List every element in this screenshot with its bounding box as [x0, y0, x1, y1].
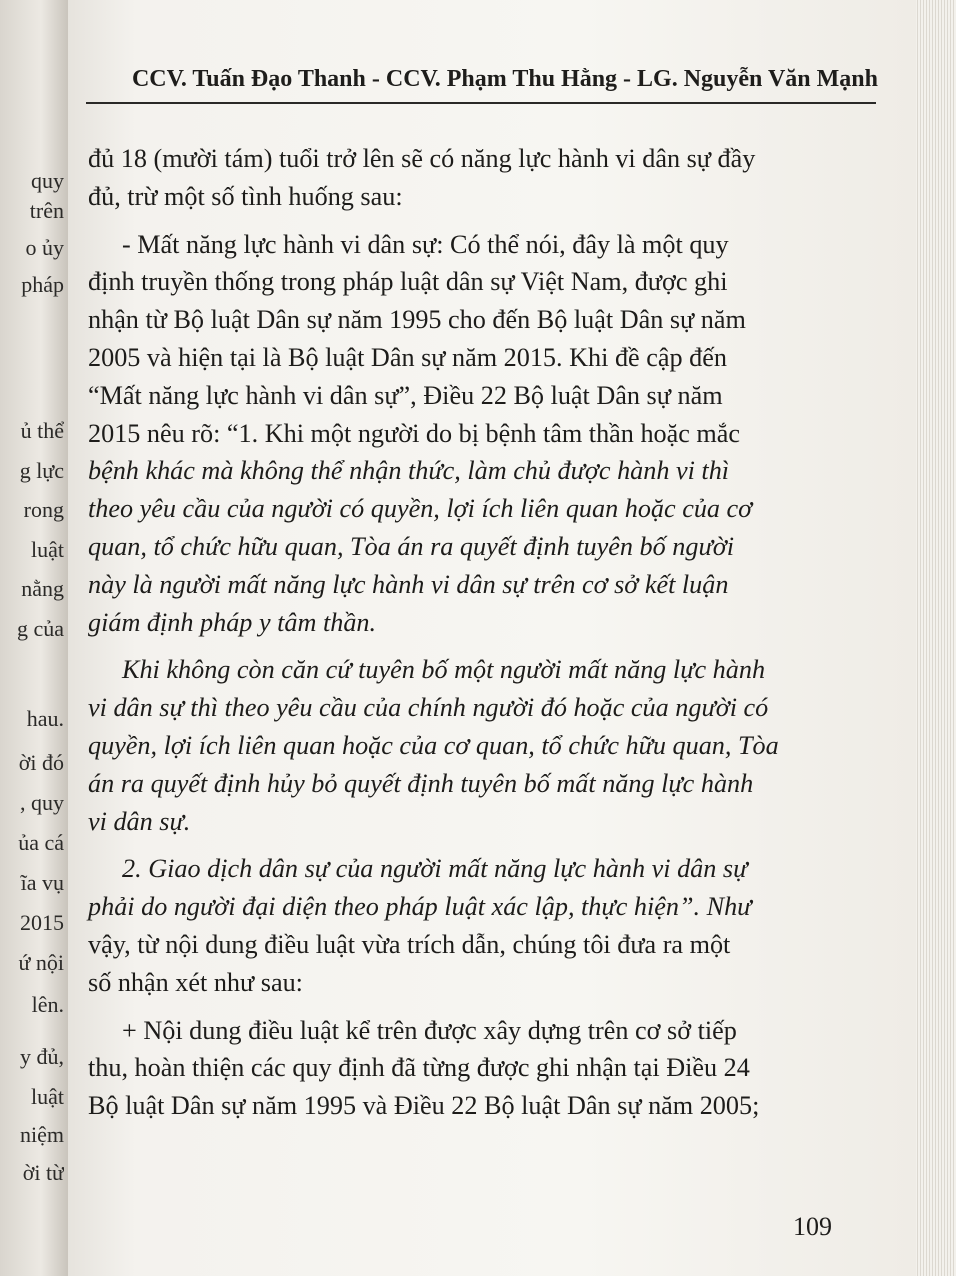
text-line: án ra quyết định hủy bỏ quyết định tuyên bố mất năng lực hành [88, 768, 754, 798]
text-line: vi dân sự. [88, 806, 191, 836]
body-text [88, 140, 808, 1125]
text-line: phải do người đại diện theo pháp luật xác lập, thực hiện”. Như [88, 892, 752, 922]
text-line: quan, tổ chức hữu quan, Tòa án ra quyết định tuyên bố người [88, 531, 734, 561]
left-fragment: rong [23, 497, 64, 522]
previous-page-edge [0, 0, 70, 1276]
left-fragment: quy [31, 168, 64, 193]
left-fragment: luật [31, 1084, 64, 1109]
text-line: này là người mất năng lực hành vi dân sự trên cơ sở kết luận [88, 569, 729, 599]
text-line: Bộ luật Dân sự năm 1995 và Điều 22 Bộ luật Dân sự năm 2005; [88, 1091, 760, 1121]
text-line: - Mất năng lực hành vi dân sự: Có thể nói, đây là một quy [122, 229, 729, 259]
left-fragment: trên [29, 198, 64, 223]
left-fragment: o ủy [25, 235, 64, 260]
text-line: giám định pháp y tâm thần. [88, 607, 377, 637]
left-fragment: , quy [20, 790, 64, 815]
left-fragment: ời đó [18, 750, 64, 775]
left-fragment: ứ nội [18, 950, 64, 975]
left-fragment: g lực [19, 458, 64, 483]
running-head: CCV. Tuấn Đạo Thanh - CCV. Phạm Thu Hằng - LG. Nguyễn Văn Mạnh [131, 66, 878, 92]
text-line: quyền, lợi ích liên quan hoặc của cơ quan, tổ chức hữu quan, Tòa [88, 730, 779, 760]
text-line: 2005 và hiện tại là Bộ luật Dân sự năm 2015. Khi đề cập đến [88, 342, 727, 372]
text-line: định truyền thống trong pháp luật dân sự Việt Nam, được ghi [88, 267, 728, 297]
left-fragment: ời từ [22, 1160, 64, 1185]
text-line: đủ 18 (mười tám) tuổi trở lên sẽ có năng lực hành vi dân sự đầy [88, 144, 756, 173]
text-line: vi dân sự thì theo yêu cầu của chính người đó hoặc của người có [88, 693, 769, 723]
text-line: nhận từ Bộ luật Dân sự năm 1995 cho đến Bộ luật Dân sự năm [88, 305, 746, 335]
text-line: số nhận xét như sau: [88, 967, 303, 997]
text-line: 2015 nêu rõ: “1. Khi một người do bị bệnh tâm thần hoặc mắc [88, 418, 741, 448]
text-line: 2. Giao dịch dân sự của người mất năng lực hành vi dân sự [122, 854, 748, 884]
left-fragment: lên. [31, 992, 64, 1017]
left-fragment: ủa cá [18, 830, 64, 855]
left-fragment: 2015 [20, 910, 64, 935]
left-fragment: pháp [21, 272, 64, 297]
left-fragment: y đủ, [20, 1044, 64, 1069]
left-fragment: ĩa vụ [20, 870, 64, 895]
page-number: 109 [793, 1212, 832, 1241]
text-line: + Nội dung điều luật kể trên được xây dựng trên cơ sở tiếp [122, 1015, 737, 1045]
left-fragment: ủ thể [20, 418, 64, 443]
left-fragment: luật [31, 537, 64, 562]
header-rule [86, 102, 876, 104]
book-page [68, 0, 916, 1276]
text-line: vậy, từ nội dung điều luật vừa trích dẫn, chúng tôi đưa ra một [88, 929, 731, 959]
left-fragment: hau. [26, 706, 64, 731]
left-fragment: niệm [20, 1122, 64, 1147]
text-line: theo yêu cầu của người có quyền, lợi ích liên quan hoặc của cơ [88, 494, 753, 524]
left-fragment: nằng [21, 576, 64, 601]
text-line: thu, hoàn thiện các quy định đã từng được ghi nhận tại Điều 24 [88, 1053, 750, 1083]
text-line: “Mất năng lực hành vi dân sự”, Điều 22 Bộ luật Dân sự năm [88, 380, 723, 410]
left-fragment: g của [16, 616, 64, 641]
text-line: bệnh khác mà không thể nhận thức, làm chủ được hành vi thì [88, 456, 730, 486]
text-line: Khi không còn căn cứ tuyên bố một người mất năng lực hành [122, 655, 766, 685]
text-line: đủ, trừ một số tình huống sau: [88, 181, 403, 211]
